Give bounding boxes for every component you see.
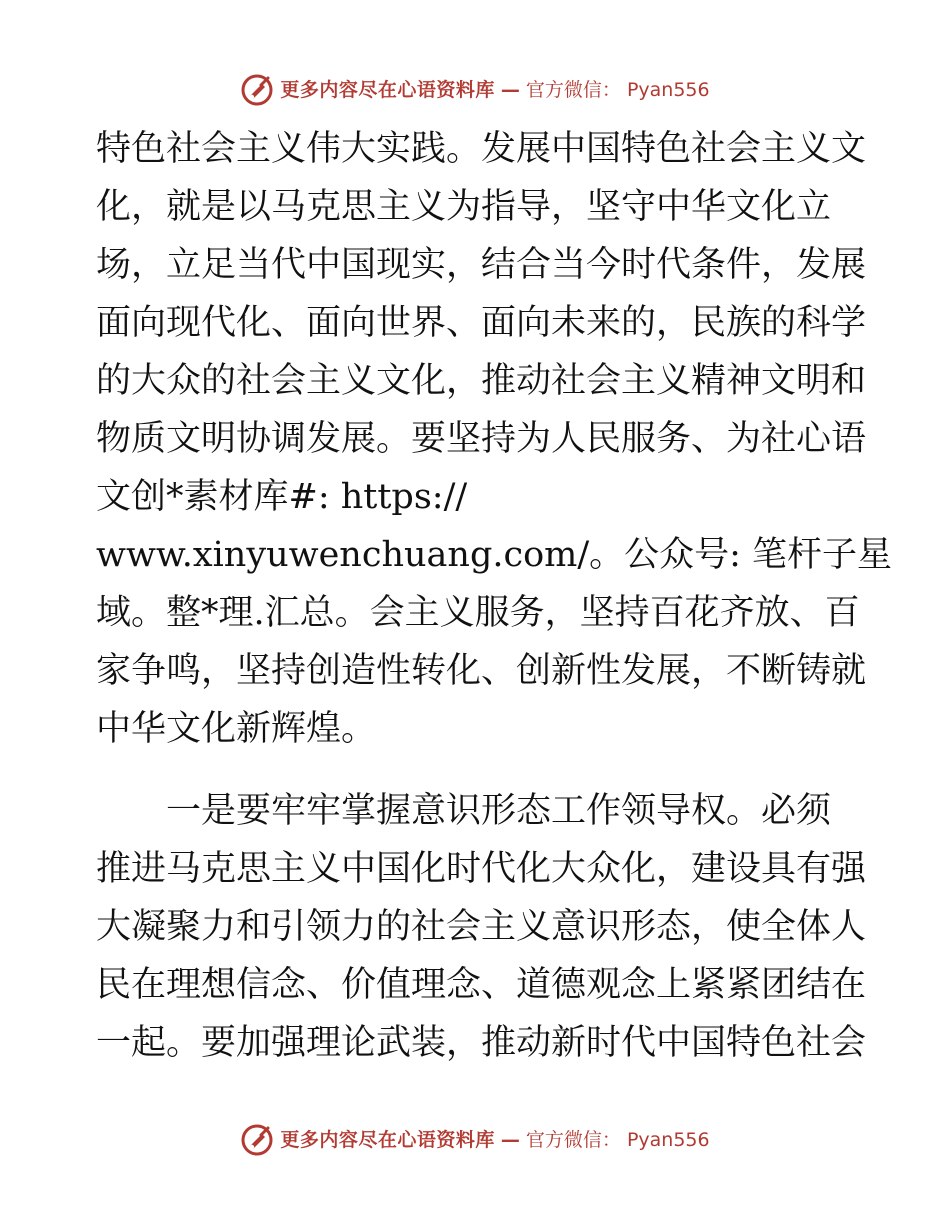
banner-dash: — <box>500 1128 520 1151</box>
banner-title: 更多内容尽在心语资料库 <box>280 1128 495 1151</box>
banner-dash: — <box>500 78 520 101</box>
paragraph-line: 面向现代化、面向世界、面向未来的，民族的科学 <box>96 303 867 343</box>
pen-nib-logo-icon <box>240 73 274 107</box>
paragraph-line: 一是要牢牢掌握意识形态工作领导权。必须 <box>166 791 832 831</box>
paragraph-line: 化，就是以马克思主义为指导，坚守中华文化立 <box>96 187 832 227</box>
banner-wechat-label: 官方微信： <box>525 1128 621 1151</box>
banner-wechat-label: 官方微信： <box>525 78 621 101</box>
footer-banner <box>0 1120 950 1160</box>
banner-wechat-id: Pyan556 <box>626 78 710 101</box>
paragraph-line: 家争鸣，坚持创造性转化、创新性发展，不断铸就 <box>96 651 867 691</box>
paragraph-1 <box>96 120 893 758</box>
paragraph-line: 场，立足当代中国现实，结合当今时代条件，发展 <box>96 245 867 285</box>
paragraph-line: 特色社会主义伟大实践。发展中国特色社会主义文 <box>96 129 867 169</box>
pen-nib-logo-icon <box>240 1123 274 1157</box>
paragraph-line: 民在理想信念、价值理念、道德观念上紧紧团结在 <box>96 965 867 1005</box>
paragraph-line: 物质文明协调发展。要坚持为人民服务、为社心语 <box>96 419 867 459</box>
document-body <box>96 120 893 1072</box>
paragraph-line: 文创*素材库#: https:// <box>96 477 468 517</box>
paragraph-line: 大凝聚力和引领力的社会主义意识形态，使全体人 <box>96 907 867 947</box>
banner-title: 更多内容尽在心语资料库 <box>280 78 495 101</box>
header-banner <box>0 70 950 110</box>
paragraph-line: 域。整*理.汇总。会主义服务，坚持百花齐放、百 <box>96 593 860 633</box>
paragraph-line: 一起。要加强理论武装，推动新时代中国特色社会 <box>96 1023 867 1063</box>
paragraph-line: 的大众的社会主义文化，推动社会主义精神文明和 <box>96 361 867 401</box>
paragraph-2 <box>96 782 867 1072</box>
paragraph-line: 推进马克思主义中国化时代化大众化，建设具有强 <box>96 849 867 889</box>
paragraph-gap <box>96 758 856 782</box>
paragraph-line: 中华文化新辉煌。 <box>96 709 377 749</box>
paragraph-line: www.xinyuwenchuang.com/。公众号: 笔杆子星 <box>96 535 893 575</box>
banner-wechat-id: Pyan556 <box>626 1128 710 1151</box>
